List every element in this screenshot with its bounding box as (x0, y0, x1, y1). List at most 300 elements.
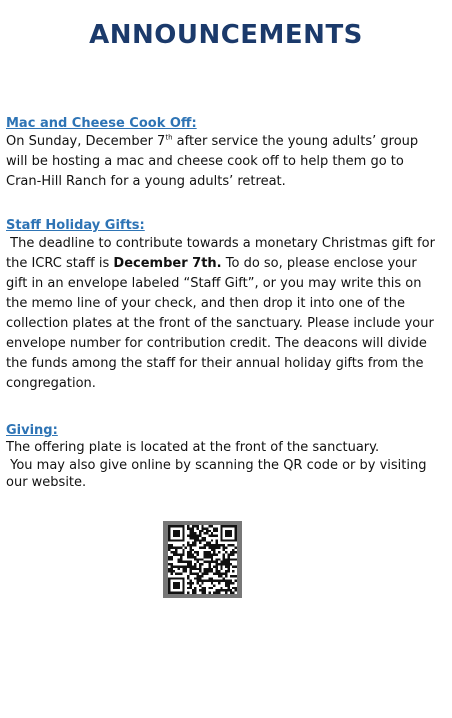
qr-module (225, 546, 227, 548)
body-text: On Sunday, December 7 (6, 134, 166, 149)
qr-module (199, 558, 201, 560)
qr-module (223, 549, 225, 551)
qr-module (206, 554, 208, 556)
qr-module (227, 589, 229, 591)
qr-module (201, 573, 203, 575)
qr-module (192, 535, 194, 537)
qr-module (230, 582, 232, 584)
qr-module (189, 565, 191, 567)
qr-module (218, 570, 220, 572)
qr-module (170, 565, 172, 567)
qr-module (187, 527, 189, 529)
qr-module (189, 561, 191, 563)
qr-module (194, 592, 196, 594)
qr-module (178, 558, 180, 560)
qr-module (208, 546, 210, 548)
qr-module (185, 565, 187, 567)
qr-module (197, 575, 199, 577)
qr-module (182, 561, 184, 563)
qr-module (211, 558, 213, 560)
qr-module (204, 537, 206, 539)
qr-module (170, 573, 172, 575)
qr-module (218, 582, 220, 584)
qr-module (211, 561, 213, 563)
qr-module (227, 556, 229, 558)
qr-module (208, 580, 210, 582)
qr-module (204, 570, 206, 572)
qr-module (227, 580, 229, 582)
qr-module (199, 570, 201, 572)
qr-module (197, 582, 199, 584)
qr-module (223, 563, 225, 565)
qr-module (220, 573, 222, 575)
qr-module (199, 568, 201, 570)
qr-module (201, 537, 203, 539)
qr-module (230, 558, 232, 560)
qr-module (218, 589, 220, 591)
qr-module (168, 558, 170, 560)
qr-module (211, 587, 213, 589)
qr-module (175, 546, 177, 548)
qr-module (173, 565, 175, 567)
qr-module (208, 568, 210, 570)
qr-module (189, 535, 191, 537)
qr-module (201, 592, 203, 594)
qr-module (180, 558, 182, 560)
qr-module (189, 573, 191, 575)
qr-module (211, 554, 213, 556)
qr-module (204, 544, 206, 546)
qr-module (201, 558, 203, 560)
qr-module (189, 568, 191, 570)
qr-module (208, 577, 210, 579)
qr-module (178, 568, 180, 570)
qr-module (178, 554, 180, 556)
qr-module (194, 563, 196, 565)
body-text: To do so, please enclose your gift in an envelope labeled “Staff Gift”, or you may write this on the memo line of your check, and then drop it into one of the collection plates at the front of the sanctuary. Please include your envelope number for contribution credit. The deacons will divide the funds among the staff for their annual holiday gifts from the congregation. (6, 256, 438, 391)
qr-module (216, 592, 218, 594)
qr-module (223, 556, 225, 558)
qr-module (225, 551, 227, 553)
qr-module (199, 535, 201, 537)
qr-module (227, 565, 229, 567)
qr-module (189, 570, 191, 572)
qr-module (204, 539, 206, 541)
qr-module (204, 554, 206, 556)
qr-module (230, 544, 232, 546)
qr-module (194, 573, 196, 575)
qr-module (208, 530, 210, 532)
qr-module (216, 527, 218, 529)
qr-module (223, 544, 225, 546)
qr-module (168, 570, 170, 572)
qr-module (220, 563, 222, 565)
qr-module (232, 554, 234, 556)
qr-module (227, 584, 229, 586)
qr-module (232, 570, 234, 572)
qr-module (216, 580, 218, 582)
qr-module (192, 525, 194, 527)
qr-module (189, 556, 191, 558)
qr-module (180, 546, 182, 548)
qr-module (185, 546, 187, 548)
qr-module (189, 549, 191, 551)
body-text: The offering plate is located at the front of the sanctuary. (6, 440, 380, 455)
qr-module (194, 568, 196, 570)
qr-module (213, 549, 215, 551)
qr-module (208, 551, 210, 553)
qr-module (220, 575, 222, 577)
qr-module (199, 539, 201, 541)
qr-module (175, 549, 177, 551)
qr-module (194, 589, 196, 591)
qr-module (225, 575, 227, 577)
qr-module (197, 525, 199, 527)
qr-module (194, 556, 196, 558)
qr-module (220, 565, 222, 567)
qr-module (187, 582, 189, 584)
qr-module (220, 587, 222, 589)
qr-module (192, 554, 194, 556)
qr-module (182, 544, 184, 546)
qr-module (187, 563, 189, 565)
qr-module (187, 535, 189, 537)
qr-module (220, 589, 222, 591)
qr-module (197, 561, 199, 563)
qr-module (206, 580, 208, 582)
section-staff-gifts (6, 214, 442, 394)
qr-module (225, 530, 232, 537)
qr-module (189, 587, 191, 589)
qr-module (223, 573, 225, 575)
qr-module (170, 546, 172, 548)
qr-module (197, 568, 199, 570)
qr-module (208, 592, 210, 594)
qr-module (227, 568, 229, 570)
qr-module (227, 554, 229, 556)
qr-module (197, 554, 199, 556)
qr-module (206, 573, 208, 575)
qr-module (213, 573, 215, 575)
qr-module (194, 558, 196, 560)
qr-module (178, 573, 180, 575)
qr-module (192, 532, 194, 534)
qr-module (211, 546, 213, 548)
qr-module (235, 589, 237, 591)
qr-module (227, 544, 229, 546)
qr-module (230, 592, 232, 594)
qr-module (173, 582, 180, 589)
qr-module (192, 592, 194, 594)
qr-module (199, 530, 201, 532)
qr-module (216, 565, 218, 567)
qr-module (204, 546, 206, 548)
qr-module (192, 544, 194, 546)
qr-module (204, 592, 206, 594)
qr-module (216, 589, 218, 591)
qr-module (194, 537, 196, 539)
qr-module (187, 542, 189, 544)
qr-module (208, 556, 210, 558)
qr-module (189, 582, 191, 584)
qr-module (206, 568, 208, 570)
qr-module (178, 546, 180, 548)
qr-module (173, 570, 175, 572)
qr-module (192, 589, 194, 591)
qr-module (230, 563, 232, 565)
body-text: after service the young adults’ group will be hosting a mac and cheese cook off to help them go to Cran-Hill Ranch for a young adults’ retreat. (6, 134, 419, 189)
qr-module (225, 561, 227, 563)
qr-module (211, 535, 213, 537)
qr-module (218, 546, 220, 548)
qr-module (227, 582, 229, 584)
qr-module (235, 575, 237, 577)
qr-module (216, 530, 218, 532)
qr-module (216, 573, 218, 575)
qr-module (199, 575, 201, 577)
qr-module (208, 554, 210, 556)
qr-module (227, 561, 229, 563)
qr-module (180, 554, 182, 556)
qr-module (223, 580, 225, 582)
qr-module (206, 530, 208, 532)
qr-module (232, 544, 234, 546)
qr-module (213, 535, 215, 537)
qr-module (189, 532, 191, 534)
qr-module (185, 570, 187, 572)
qr-module (180, 556, 182, 558)
qr-module (204, 556, 206, 558)
qr-module (232, 551, 234, 553)
qr-module (194, 544, 196, 546)
qr-module (175, 573, 177, 575)
qr-module (192, 568, 194, 570)
qr-module (211, 544, 213, 546)
qr-module (211, 549, 213, 551)
qr-module (168, 563, 170, 565)
qr-module (197, 535, 199, 537)
qr-module (213, 546, 215, 548)
qr-module (192, 573, 194, 575)
qr-module (175, 565, 177, 567)
qr-module (189, 554, 191, 556)
qr-module (173, 530, 180, 537)
qr-module (185, 568, 187, 570)
qr-module (220, 544, 222, 546)
qr-module (187, 565, 189, 567)
qr-module (216, 539, 218, 541)
qr-module (187, 561, 189, 563)
qr-module (168, 568, 170, 570)
qr-module (194, 539, 196, 541)
qr-module (216, 570, 218, 572)
qr-module (194, 551, 196, 553)
qr-module (220, 568, 222, 570)
qr-module (189, 530, 191, 532)
qr-module (230, 575, 232, 577)
section-giving (6, 419, 442, 492)
qr-module (230, 580, 232, 582)
qr-module (178, 561, 180, 563)
qr-module (170, 570, 172, 572)
qr-code-icon[interactable] (163, 521, 242, 598)
qr-module (173, 546, 175, 548)
qr-module (189, 584, 191, 586)
qr-module (235, 587, 237, 589)
qr-module (182, 568, 184, 570)
qr-module (213, 527, 215, 529)
qr-module (208, 565, 210, 567)
qr-module (232, 587, 234, 589)
qr-module (225, 558, 227, 560)
qr-module (201, 589, 203, 591)
qr-module (199, 580, 201, 582)
qr-module (182, 554, 184, 556)
qr-module (218, 551, 220, 553)
qr-module (225, 565, 227, 567)
qr-module (201, 525, 203, 527)
qr-module (201, 539, 203, 541)
qr-module (218, 558, 220, 560)
qr-module (213, 584, 215, 586)
qr-module (170, 551, 172, 553)
qr-module (189, 527, 191, 529)
qr-module (225, 563, 227, 565)
qr-module (199, 565, 201, 567)
qr-module (175, 551, 177, 553)
section-mac-and-cheese (6, 112, 442, 192)
qr-module (170, 558, 172, 560)
qr-module (206, 561, 208, 563)
qr-module (223, 546, 225, 548)
qr-module (204, 573, 206, 575)
qr-module (223, 561, 225, 563)
qr-module (189, 546, 191, 548)
qr-module (194, 565, 196, 567)
qr-module (199, 584, 201, 586)
qr-module (192, 537, 194, 539)
qr-module (180, 565, 182, 567)
qr-module (208, 544, 210, 546)
qr-module (208, 570, 210, 572)
qr-module (168, 556, 170, 558)
section-body-staff-gifts (6, 234, 442, 394)
qr-module (173, 551, 175, 553)
qr-module (235, 558, 237, 560)
qr-module (189, 544, 191, 546)
qr-module (208, 525, 210, 527)
qr-module (230, 554, 232, 556)
qr-module (206, 532, 208, 534)
qr-module (170, 568, 172, 570)
ordinal-suffix: th (165, 133, 173, 142)
qr-module (168, 546, 170, 548)
qr-module (182, 565, 184, 567)
qr-module (213, 554, 215, 556)
qr-module (216, 535, 218, 537)
qr-module (170, 556, 172, 558)
qr-module (197, 573, 199, 575)
qr-module (197, 580, 199, 582)
qr-module (201, 546, 203, 548)
qr-module (201, 527, 203, 529)
qr-module (170, 563, 172, 565)
qr-module (216, 558, 218, 560)
qr-module (192, 530, 194, 532)
qr-module (187, 544, 189, 546)
section-body-giving (6, 439, 442, 492)
qr-module (232, 549, 234, 551)
qr-module (213, 592, 215, 594)
qr-module (232, 592, 234, 594)
qr-module (187, 577, 189, 579)
qr-module (201, 580, 203, 582)
qr-module (189, 563, 191, 565)
qr-module (204, 532, 206, 534)
qr-module (208, 542, 210, 544)
qr-module (187, 525, 189, 527)
qr-module (187, 587, 189, 589)
qr-module (213, 551, 215, 553)
qr-module (223, 589, 225, 591)
qr-module (206, 556, 208, 558)
section-body-mac-and-cheese (6, 132, 442, 192)
qr-module (216, 546, 218, 548)
qr-module (192, 565, 194, 567)
section-heading-giving: Giving: (6, 423, 58, 438)
qr-module (173, 554, 175, 556)
qr-module (199, 542, 201, 544)
qr-module (225, 580, 227, 582)
qr-module (227, 587, 229, 589)
qr-module (208, 561, 210, 563)
qr-module (201, 530, 203, 532)
qr-module (185, 561, 187, 563)
qr-module (204, 568, 206, 570)
qr-module (220, 561, 222, 563)
qr-module (197, 527, 199, 529)
qr-module (218, 575, 220, 577)
qr-module (194, 542, 196, 544)
qr-module (199, 532, 201, 534)
qr-module (208, 535, 210, 537)
qr-module (225, 592, 227, 594)
qr-module (180, 573, 182, 575)
qr-module (194, 535, 196, 537)
qr-module (232, 565, 234, 567)
qr-module (220, 580, 222, 582)
qr-module (192, 582, 194, 584)
qr-module (230, 551, 232, 553)
qr-module (194, 525, 196, 527)
qr-module (223, 558, 225, 560)
qr-module (232, 582, 234, 584)
qr-module (211, 532, 213, 534)
qr-module (197, 558, 199, 560)
qr-module (194, 577, 196, 579)
qr-module (182, 549, 184, 551)
qr-module (225, 570, 227, 572)
qr-module (204, 587, 206, 589)
qr-module (213, 530, 215, 532)
qr-module (175, 554, 177, 556)
qr-module (223, 554, 225, 556)
qr-module (211, 577, 213, 579)
qr-module (204, 527, 206, 529)
body-text: The deadline to contribute towards a monetary Christmas gift for the ICRC staff is (6, 236, 440, 271)
qr-module (199, 577, 201, 579)
qr-module (216, 542, 218, 544)
